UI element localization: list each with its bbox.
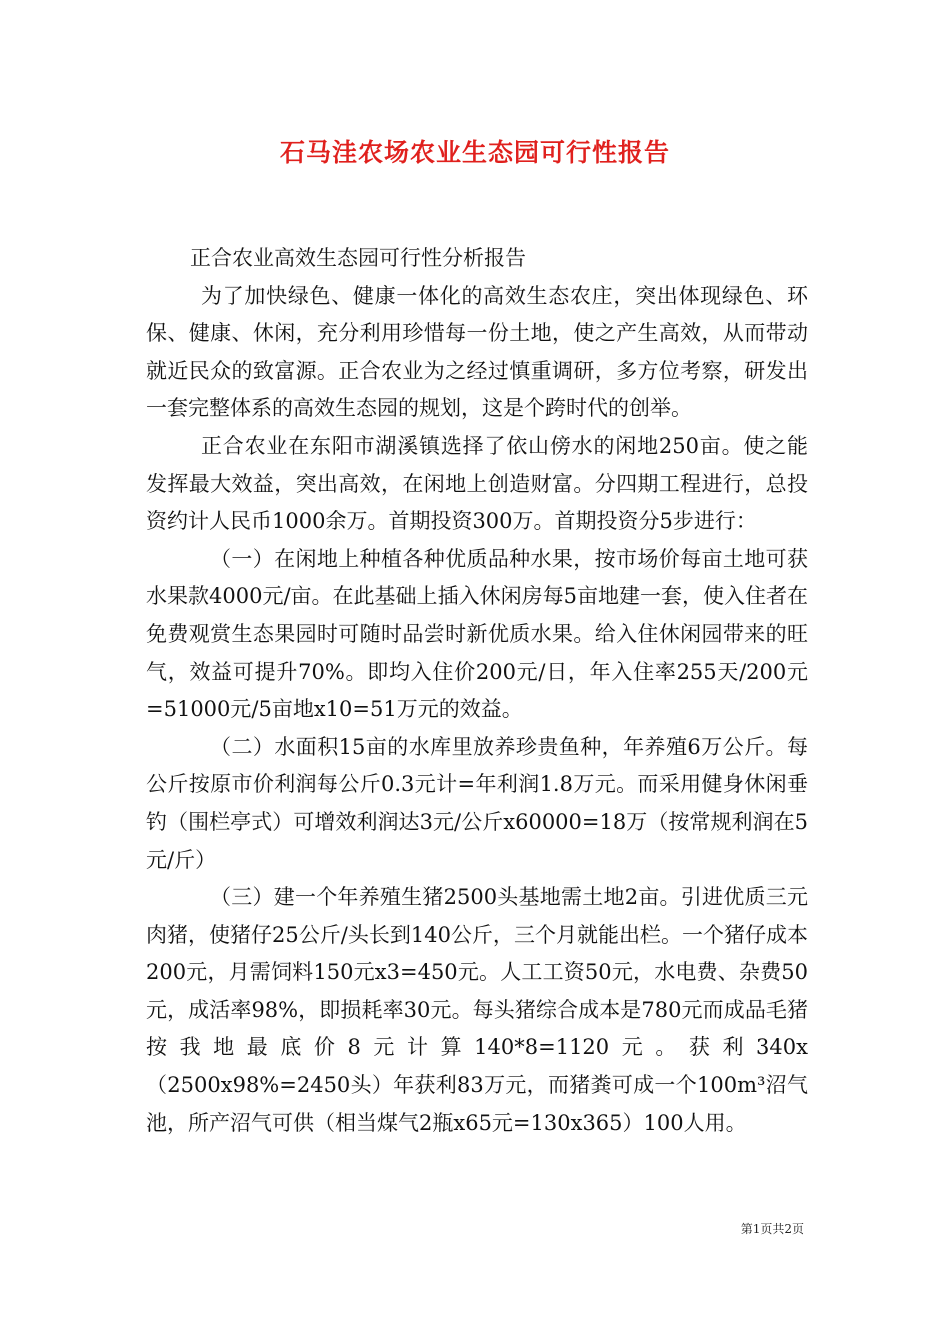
document-title: 石马洼农场农业生态园可行性报告: [279, 138, 670, 167]
document-body: [146, 240, 808, 1142]
page-number: 第1页共2页: [740, 1222, 804, 1236]
document-subtitle: 正合农业高效生态园可行性分析报告: [190, 246, 526, 270]
item-fish-reservoir: （二）水面积15亩的水库里放养珍贵鱼种，年养殖6万公斤。每公斤按原市价利润每公斤0.3元计=年利润1.8万元。而采用健身休闲垂钓（围栏亭式）可增效利润达3元/公斤x60000=18万（按常规利润在5元/斤）: [146, 734, 808, 872]
item-pig-farm: （三）建一个年养殖生猪2500头基地需土地2亩。引进优质三元肉猪，使猪仔25公斤/头长到140公斤，三个月就能出栏。一个猪仔成本200元，月需饲料150元x3=450元。人工工资50元，水电费、杂费50元，成活率98%，即损耗率30元。每头猪综合成本是780元而成品毛猪按我地最底价8元计算140*8=1120元。获利340x（2500x98%=2450头）年获利83万元，而猪粪可成一个100m³沼气池，所产沼气可供（相当煤气2瓶x65元=130x365）100人用。: [146, 885, 808, 1135]
paragraph-investment: 正合农业在东阳市湖溪镇选择了依山傍水的闲地250亩。使之能发挥最大效益，突出高效，在闲地上创造财富。分四期工程进行，总投资约计人民币1000余万。首期投资300万。首期投资分5步进行：: [146, 433, 808, 534]
paragraph-intro: 为了加快绿色、健康一体化的高效生态农庄，突出体现绿色、环保、健康、休闲，充分利用珍惜每一份土地，使之产生高效，从而带动就近民众的致富源。正合农业为之经过慎重调研，多方位考察，研发出一套完整体系的高效生态园的规划，这是个跨时代的创举。: [146, 283, 808, 421]
item-fruit-orchard: （一）在闲地上种植各种优质品种水果，按市场价每亩土地可获水果款4000元/亩。在此基础上插入休闲房每5亩地建一套，使入住者在免费观赏生态果园时可随时品尝时新优质水果。给入住休闲园带来的旺气，效益可提升70%。即均入住价200元/日，年入住率255天/200元=51000元/5亩地x10=51万元的效益。: [146, 546, 808, 722]
